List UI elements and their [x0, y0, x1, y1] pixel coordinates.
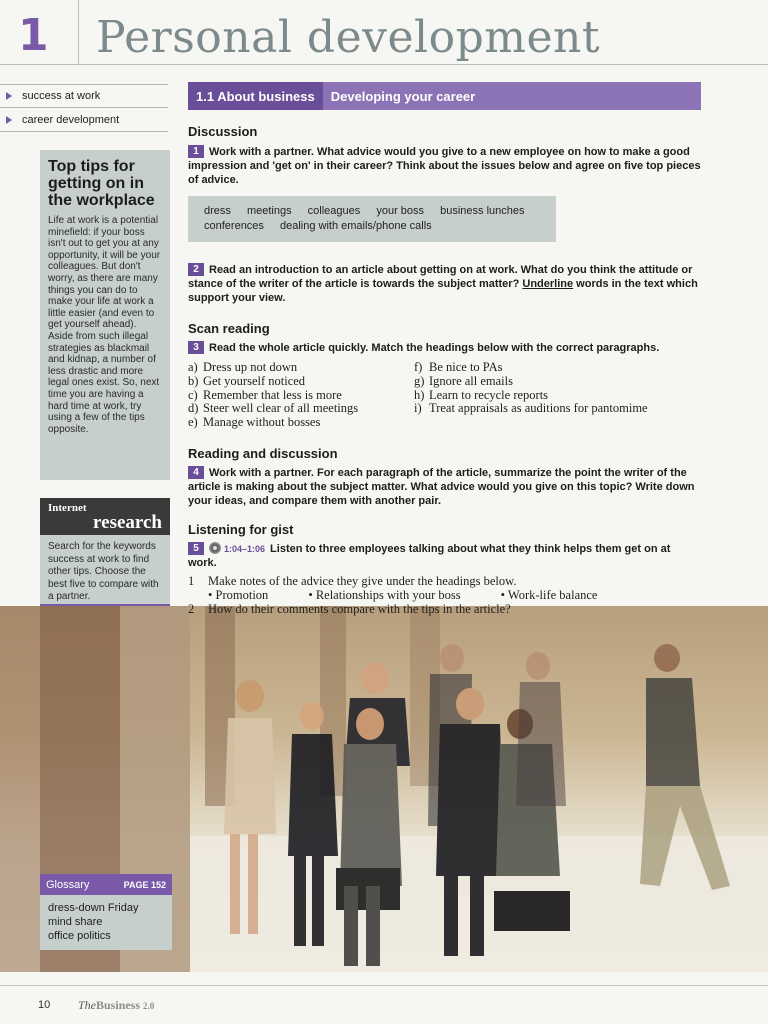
glossary-item: office politics	[48, 930, 111, 942]
headings-column-left	[188, 361, 414, 430]
word-item: dealing with emails/phone calls	[280, 220, 432, 232]
discussion-heading: Discussion	[188, 124, 258, 139]
brand-name: Business	[96, 998, 141, 1012]
reading-heading: Reading and discussion	[188, 445, 338, 461]
header-rule	[0, 64, 768, 65]
heading-option: d) Steer well clear of all meetings	[188, 401, 359, 416]
heading-option-text: Be nice to PAs	[429, 360, 503, 374]
top-tips-title: Top tips for getting on in the workplace	[48, 158, 155, 209]
task-number-badge: 3	[188, 341, 204, 354]
heading-option: a) Dress up not down	[188, 360, 298, 374]
task-number-badge: 1	[188, 145, 204, 158]
heading-option-text: Steer well clear of all meetings	[203, 401, 359, 416]
heading-option: c) Remember that less is more	[188, 387, 342, 402]
heading-option: h) Learn to recycle reports	[414, 387, 549, 402]
section-code: 1.1 About business	[188, 82, 323, 110]
heading-option-text: Manage without bosses	[203, 415, 321, 430]
word-item: your boss	[376, 205, 425, 217]
unit-number: 1	[18, 10, 49, 61]
task-number-badge: 5	[188, 542, 204, 555]
audio-track-ref: 1:04–1:06	[224, 543, 266, 554]
heading-option-text: Ignore all emails	[429, 373, 513, 388]
triangle-bullet-icon	[6, 92, 12, 100]
headings-column-right	[414, 361, 648, 430]
bullet-item: • Promotion	[208, 587, 269, 602]
topic-label: career development	[22, 113, 120, 126]
brand-prefix: The	[78, 998, 96, 1012]
task-2	[188, 263, 702, 305]
task-2-underline: Underline	[522, 278, 574, 290]
glossary-title: Glossary	[46, 879, 90, 891]
headings-list	[188, 361, 702, 430]
listening-steps	[188, 575, 702, 616]
internet-research-text: Search for the keywords success at work to find other tips. Choose the best five to compare with a partner.	[48, 541, 159, 602]
topic-item	[0, 84, 168, 108]
listening-bullets	[188, 589, 702, 603]
main-column	[188, 124, 702, 616]
word-item: dress	[204, 205, 231, 217]
heading-option: g) Ignore all emails	[414, 373, 513, 388]
scan-heading: Scan reading	[188, 321, 270, 336]
task-number-badge: 2	[188, 263, 204, 276]
internet-research-big: research	[93, 512, 162, 533]
bullet-item: • Relationships with your boss	[308, 587, 461, 602]
bullet-item: • Work-life balance	[500, 587, 598, 602]
task-2-text-a: Read an introduction to an article about getting on at work. What do you think the attitude or stance of the writer of the article is towards the subject matter?	[188, 264, 693, 290]
triangle-bullet-icon	[6, 116, 12, 124]
topic-item	[0, 108, 168, 132]
footer-brand	[78, 998, 154, 1013]
task-3-text: Read the whole article quickly. Match the headings below with the correct paragraphs.	[209, 342, 660, 354]
heading-option-text: Get yourself noticed	[203, 373, 306, 388]
task-4	[188, 466, 702, 508]
task-number-badge: 4	[188, 466, 204, 479]
heading-option: i) Treat appraisals as auditions for pantomime	[414, 401, 648, 416]
heading-option-text: Treat appraisals as auditions for pantomime	[429, 401, 648, 416]
glossary-list	[40, 895, 172, 949]
internet-research-header	[40, 498, 170, 535]
task-2-text-b: words in the text which support your view.	[188, 278, 698, 304]
word-item: business lunches	[440, 205, 525, 217]
task-5-text: Listen to three employees talking about what they think helps them get on at work.	[188, 542, 671, 569]
task-1-text: Work with a partner. What advice would you give to a new employee on how to make a good impression and 'get on' in their career? Think about the issues below and agree on five top pieces of advice.	[188, 146, 701, 186]
listening-step-text: How do their comments compare with the tips in the article?	[208, 601, 511, 616]
heading-option-text: Learn to recycle reports	[429, 387, 549, 402]
glossary-page-ref: PAGE 152	[123, 880, 166, 890]
heading-option: e) Manage without bosses	[188, 415, 321, 430]
listening-heading: Listening for gist	[188, 521, 294, 537]
top-tips-body: Life at work is a potential minefield: if your boss isn't out to get you at any opportunity, it will be your colleagues. But don't worry, as there are many things you can do to make your life at work a little easier (and even to get yourself ahead). Aside from such illegal strategies as blackmail and kidnap, a number of less drastic and more legal ones exist. So, next time you are having a hard time at work, try using a few of the tips opposite.	[48, 215, 161, 435]
listening-step: 2 How do their comments compare with the tips in the article?	[188, 601, 511, 616]
glossary-item: dress-down Friday	[48, 902, 139, 914]
issues-word-box	[188, 196, 556, 242]
internet-research-box	[40, 498, 170, 608]
section-bar	[188, 82, 701, 110]
glossary-item: mind share	[48, 916, 103, 928]
internet-research-small: Internet	[48, 502, 87, 514]
footer-rule	[0, 985, 768, 986]
task-3	[188, 341, 702, 355]
topic-list	[0, 84, 168, 132]
top-tips-box	[40, 150, 170, 480]
page-title: Personal development	[96, 12, 601, 63]
listening-step: 1 Make notes of the advice they give under the headings below.	[188, 573, 517, 588]
task-4-text: Work with a partner. For each paragraph of the article, summarize the point the writer of the article is making about the subject matter. What advice would you give on this topic? Write down your ideas, and compare them with another pair.	[188, 466, 695, 507]
glossary-box	[40, 874, 172, 950]
audio-cd-icon	[209, 542, 221, 554]
task-1	[188, 145, 702, 187]
topic-label: success at work	[22, 90, 101, 102]
heading-option-text: Remember that less is more	[203, 387, 342, 402]
listening-step-text: Make notes of the advice they give under the headings below.	[208, 573, 517, 588]
heading-option: b) Get yourself noticed	[188, 373, 306, 388]
page-number: 10	[38, 999, 51, 1011]
word-item: conferences	[204, 220, 264, 232]
word-item: colleagues	[307, 205, 361, 217]
word-line	[204, 219, 540, 234]
glossary-header	[40, 874, 172, 895]
word-item: meetings	[246, 205, 292, 217]
section-title: Developing your career	[330, 88, 476, 104]
task-5	[188, 542, 702, 570]
brand-version: 2.0	[143, 1001, 155, 1011]
heading-option: f) Be nice to PAs	[414, 360, 503, 374]
header-divider	[78, 0, 79, 64]
word-line	[204, 204, 540, 219]
heading-option-text: Dress up not down	[203, 360, 298, 374]
